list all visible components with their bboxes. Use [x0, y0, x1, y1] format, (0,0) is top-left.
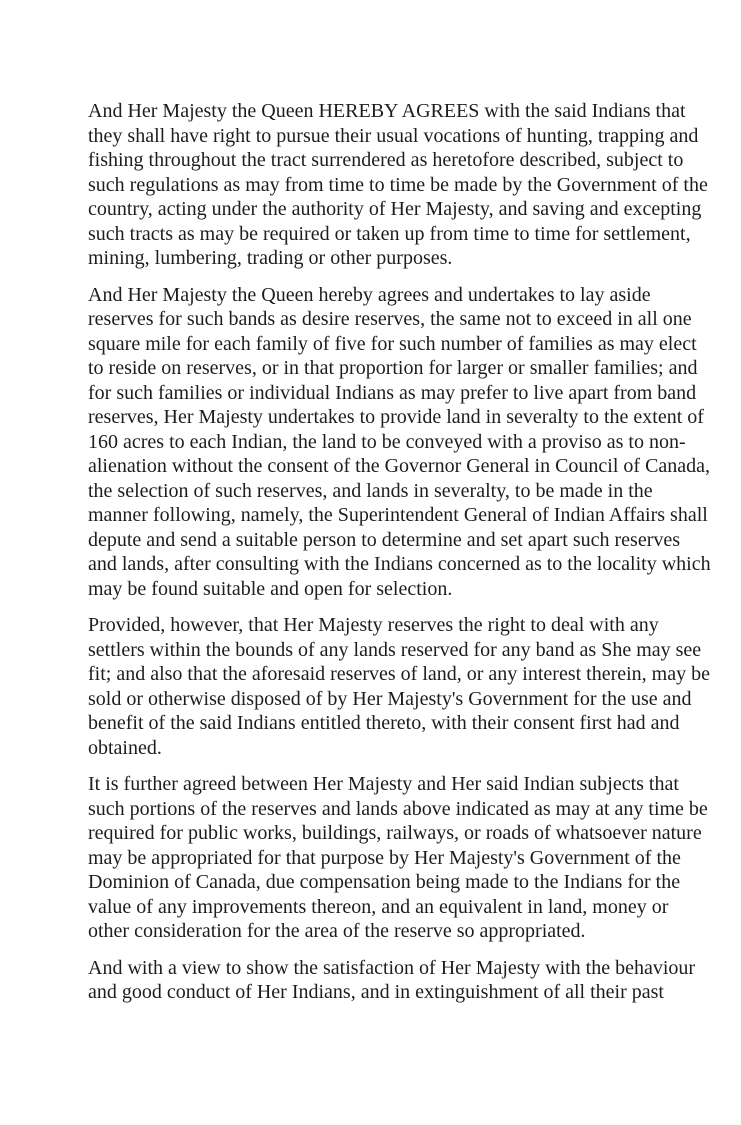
text-line: 160 acres to each Indian, the land to be conveyed with a proviso as to non- [88, 430, 686, 453]
text-line: for such families or individual Indians as may prefer to live apart from band [88, 381, 697, 404]
paragraph [88, 613, 710, 760]
text-line: benefit of the said Indians entitled thereto, with their consent first had and [88, 712, 680, 734]
text-line: square mile for each family of five for such number of families as may elect [88, 332, 697, 355]
text-line: such regulations as may from time to time be made by the Government of the [88, 173, 708, 196]
text-line: fit; and also that the aforesaid reserves of land, or any interest therein, may be [88, 663, 710, 685]
paragraph [88, 956, 696, 1005]
text-line: reserves, Her Majesty undertakes to provide land in severalty to the extent of [88, 406, 704, 428]
text-line: depute and send a suitable person to determine and set apart such reserves [88, 528, 681, 551]
text-line: value of any improvements thereon, and an equivalent in land, money or [88, 895, 669, 918]
document-body [88, 99, 711, 1017]
text-line: And Her Majesty the Queen hereby agrees and undertakes to lay aside [88, 283, 651, 306]
text-line: mining, lumbering, trading or other purposes. [88, 247, 453, 269]
paragraph [88, 283, 711, 602]
text-line: and lands, after consulting with the Indians concerned as to the locality which [88, 553, 711, 575]
text-line: may be appropriated for that purpose by Her Majesty's Government of the [88, 846, 681, 869]
text-line: they shall have right to pursue their usual vocations of hunting, trapping and [88, 124, 699, 147]
text-line: such tracts as may be required or taken up from time to time for settlement, [88, 222, 691, 245]
text-line: Provided, however, that Her Majesty reserves the right to deal with any [88, 614, 659, 636]
text-line: to reside on reserves, or in that proportion for larger or smaller families; and [88, 357, 698, 379]
text-line: obtained. [88, 736, 162, 759]
text-line: And Her Majesty the Queen HEREBY AGREES with the said Indians that [88, 100, 686, 122]
text-line: and good conduct of Her Indians, and in extinguishment of all their past [88, 981, 664, 1003]
text-line: reserves for such bands as desire reserves, the same not to exceed in all one [88, 308, 692, 330]
text-line: And with a view to show the satisfaction of Her Majesty with the behaviour [88, 956, 696, 979]
text-line: sold or otherwise disposed of by Her Majesty's Government for the use and [88, 687, 692, 710]
text-line: alienation without the consent of the Governor General in Council of Canada, [88, 455, 711, 477]
text-line: other consideration for the area of the reserve so appropriated. [88, 920, 586, 942]
text-line: may be found suitable and open for selection. [88, 577, 453, 600]
text-line: fishing throughout the tract surrendered as heretofore described, subject to [88, 149, 684, 171]
text-line: It is further agreed between Her Majesty and Her said Indian subjects that [88, 773, 679, 795]
text-line: required for public works, buildings, railways, or roads of whatsoever nature [88, 822, 702, 844]
text-line: such portions of the reserves and lands above indicated as may at any time be [88, 797, 708, 820]
text-line: settlers within the bounds of any lands reserved for any band as She may see [88, 638, 702, 661]
paragraph [88, 99, 708, 271]
text-line: the selection of such reserves, and lands in severalty, to be made in the [88, 479, 653, 502]
text-line: manner following, namely, the Superintendent General of Indian Affairs shall [88, 504, 708, 526]
text-line: Dominion of Canada, due compensation being made to the Indians for the [88, 871, 681, 893]
text-line: country, acting under the authority of Her Majesty, and saving and excepting [88, 198, 702, 220]
paragraph [88, 772, 708, 944]
